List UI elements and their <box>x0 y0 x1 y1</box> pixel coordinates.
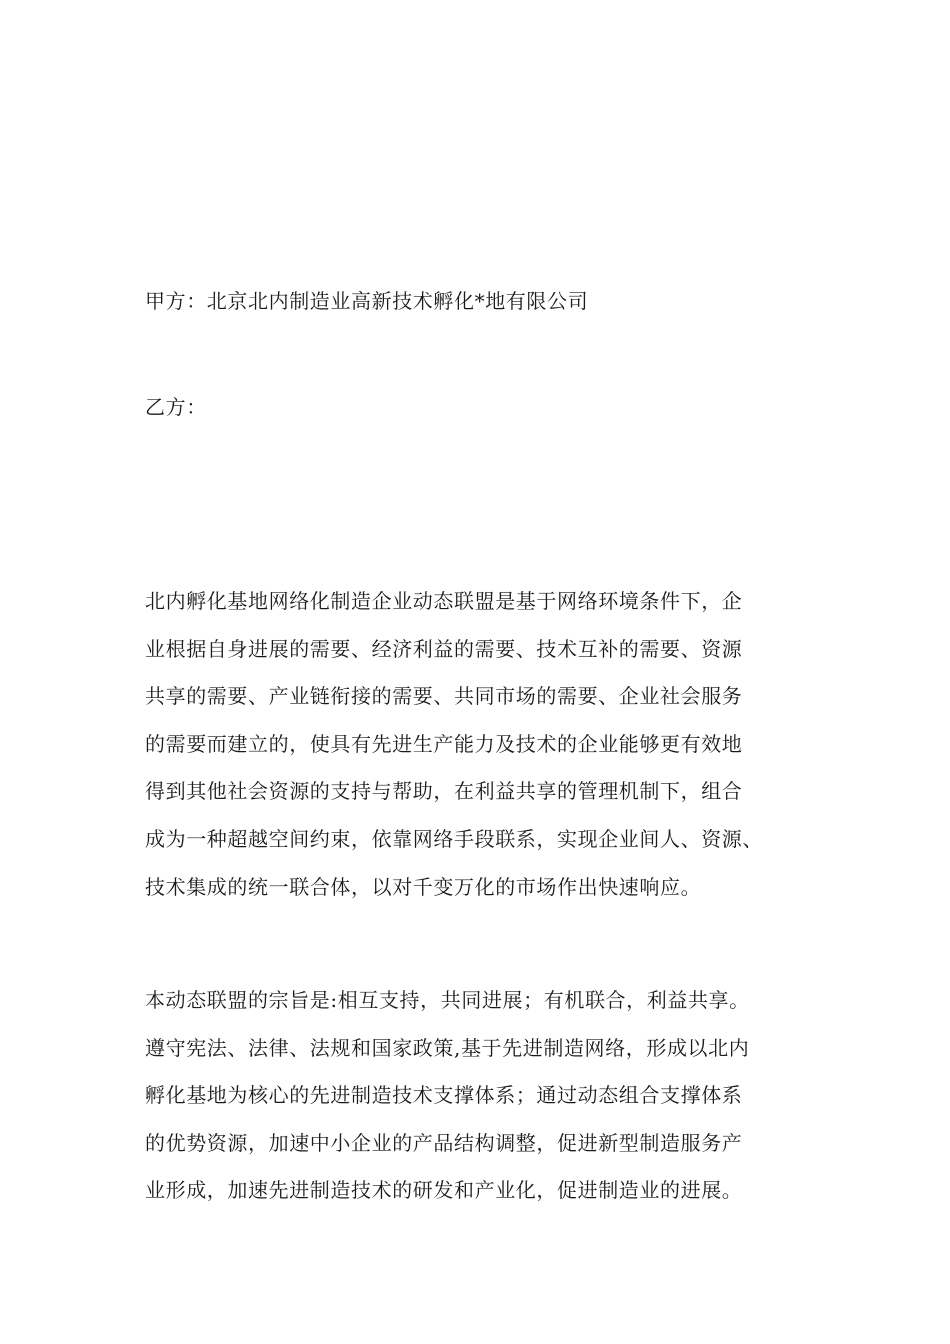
paragraph-line: 成为一种超越空间约束，依靠网络手段联系，实现企业间人、资源、 <box>145 826 763 851</box>
paragraph-alliance-definition <box>145 587 825 920</box>
paragraph-line: 业形成，加速先进制造技术的研发和产业化，促进制造业的进展。 <box>145 1178 743 1203</box>
paragraph-line: 的需要而建立的，使具有先进生产能力及技术的企业能够更有效地 <box>145 731 743 756</box>
paragraph-line: 共享的需要、产业链衔接的需要、共同市场的需要、企业社会服务 <box>145 684 743 709</box>
paragraph-line: 业根据自身进展的需要、经济利益的需要、技术互补的需要、资源 <box>145 636 743 661</box>
paragraph-line: 的优势资源，加速中小企业的产品结构调整，促进新型制造服务产 <box>145 1130 743 1155</box>
paragraph-line: 本动态联盟的宗旨是:相互支持，共同进展；有机联合，利益共享。 <box>145 988 750 1012</box>
party-b-line: 乙方： <box>145 395 207 419</box>
paragraph-alliance-purpose <box>145 986 825 1224</box>
paragraph-line: 得到其他社会资源的支持与帮助，在利益共享的管理机制下，组合 <box>145 779 743 804</box>
paragraph-line: 技术集成的统一联合体，以对千变万化的市场作出快速响应。 <box>145 874 702 899</box>
paragraph-line: 孵化基地为核心的先进制造技术支撑体系；通过动态组合支撑体系 <box>145 1083 743 1108</box>
party-a-line: 甲方：北京北内制造业高新技术孵化*地有限公司 <box>145 289 589 313</box>
paragraph-line: 遵守宪法、法律、法规和国家政策,基于先进制造网络，形成以北内 <box>145 1035 750 1060</box>
paragraph-line: 北内孵化基地网络化制造企业动态联盟是基于网络环境条件下，企 <box>145 589 743 613</box>
